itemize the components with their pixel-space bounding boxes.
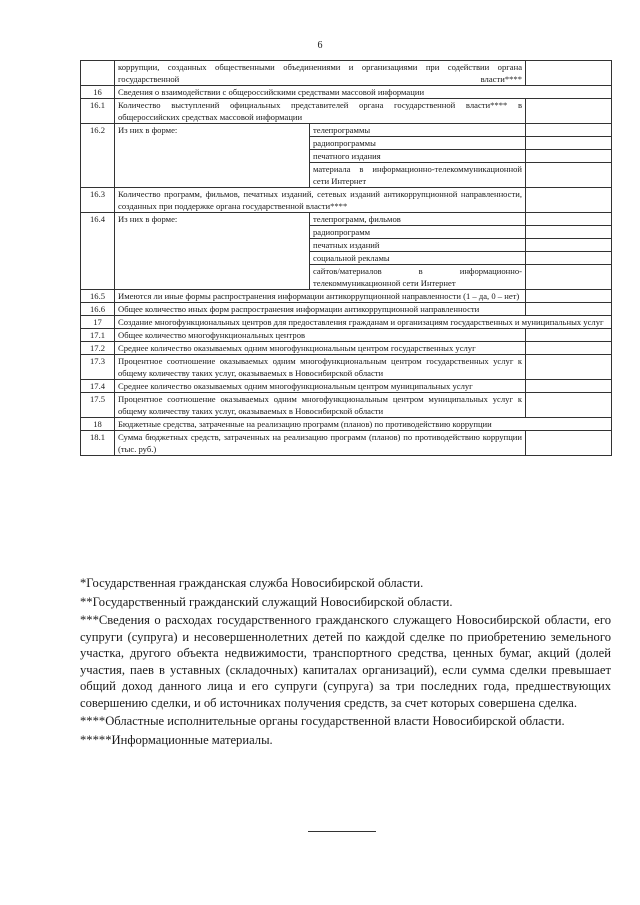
- row-text: Общее количество многофункциональных центров: [115, 329, 526, 342]
- value-cell: [526, 355, 612, 380]
- row-text: коррупции, созданных общественными объединениями и организациями при содействии органа государственной власти****: [115, 61, 526, 86]
- value-cell: [526, 431, 612, 456]
- table-row: [81, 213, 612, 226]
- table-row: [81, 303, 612, 316]
- section-title: Создание многофункциональных центров для предоставления гражданам и организациям государственных и муниципальных услуг: [115, 316, 612, 329]
- table-row: [81, 86, 612, 99]
- table-row: [81, 342, 612, 355]
- value-cell: [526, 252, 612, 265]
- row-number: 18.1: [81, 431, 115, 456]
- value-cell: [526, 265, 612, 290]
- row-number: 16.4: [81, 213, 115, 290]
- table-row: [81, 316, 612, 329]
- row-text: Из них в форме:: [115, 124, 310, 188]
- report-table: [80, 60, 612, 456]
- table-row: [81, 393, 612, 418]
- footnote: **Государственный гражданский служащий Новосибирской области.: [80, 594, 453, 609]
- footnote: *Государственная гражданская служба Новосибирской области.: [80, 576, 424, 590]
- table-row: [81, 380, 612, 393]
- sub-item: печатных изданий: [310, 239, 526, 252]
- row-number: [81, 61, 115, 86]
- table-row: [81, 61, 612, 86]
- row-text: Процентное соотношение оказываемых одним многофункциональным центром муниципальных услуг к общему количеству таких услуг, оказываемых в Новосибирской области: [115, 393, 526, 418]
- row-number: 16.2: [81, 124, 115, 188]
- footnote: ***Сведения о расходах государственного гражданского служащего Новосибирской области, его супруги (супруга) и несовершеннолетних детей по каждой сделке по приобретению земельного участка, другого объекта недвижимости, транспортного средства, ценных бумаг, акций (долей участия, паев в уставных (складочных) капиталах организаций), если сумма сделки превышает общий доход данного лица и его супруги (супруга) за три последних года, предшествующих совершению сделки, и об источниках получения средств, за счет которых совершена сделка.: [80, 613, 611, 710]
- table-row: [81, 329, 612, 342]
- row-number: 18: [81, 418, 115, 431]
- row-number: 16.6: [81, 303, 115, 316]
- row-number: 16.5: [81, 290, 115, 303]
- footnotes: [80, 575, 611, 750]
- row-number: 17: [81, 316, 115, 329]
- row-text: Имеются ли иные формы распространения информации антикоррупционной направленности (1 – да, 0 – нет): [115, 290, 526, 303]
- sub-item: социальной рекламы: [310, 252, 526, 265]
- value-cell: [526, 303, 612, 316]
- row-text: Общее количество иных форм распространения информации антикоррупционной направленности: [115, 303, 526, 316]
- value-cell: [526, 329, 612, 342]
- section-title: Сведения о взаимодействии с общероссийскими средствами массовой информации: [115, 86, 612, 99]
- value-cell: [526, 393, 612, 418]
- sub-item: телепрограмм, фильмов: [310, 213, 526, 226]
- value-cell: [526, 188, 612, 213]
- row-text: Количество выступлений официальных представителей органа государственной власти**** в общероссийских средствах массовой информации: [115, 99, 526, 124]
- table-row: [81, 188, 612, 213]
- value-cell: [526, 137, 612, 150]
- row-number: 17.4: [81, 380, 115, 393]
- table-row: [81, 99, 612, 124]
- table-row: [81, 418, 612, 431]
- sub-item: телепрограммы: [310, 124, 526, 137]
- page-number: 6: [317, 40, 323, 51]
- value-cell: [526, 150, 612, 163]
- section-title: Бюджетные средства, затраченные на реализацию программ (планов) по противодействию коррупции: [115, 418, 612, 431]
- value-cell: [526, 99, 612, 124]
- row-number: 16.1: [81, 99, 115, 124]
- row-number: 16.3: [81, 188, 115, 213]
- row-number: 17.1: [81, 329, 115, 342]
- value-cell: [526, 213, 612, 226]
- closing-divider: [308, 831, 376, 832]
- table-row: [81, 431, 612, 456]
- row-number: 17.3: [81, 355, 115, 380]
- value-cell: [526, 124, 612, 137]
- row-text: Среднее количество оказываемых одним многофункциональным центром муниципальных услуг: [115, 380, 526, 393]
- footnote: ****Областные исполнительные органы государственной власти Новосибирской области.: [80, 714, 565, 728]
- value-cell: [526, 380, 612, 393]
- row-number: 17.2: [81, 342, 115, 355]
- row-text: Сумма бюджетных средств, затраченных на реализацию программ (планов) по противодействию коррупции (тыс. руб.): [115, 431, 526, 456]
- sub-item: сайтов/материалов в информационно-телекоммуникационной сети Интернет: [310, 265, 526, 290]
- row-number: 17.5: [81, 393, 115, 418]
- sub-item: радиопрограммы: [310, 137, 526, 150]
- value-cell: [526, 290, 612, 303]
- sub-item: материала в информационно-телекоммуникационной сети Интернет: [310, 163, 526, 188]
- sub-item: радиопрограмм: [310, 226, 526, 239]
- row-text: Количество программ, фильмов, печатных изданий, сетевых изданий антикоррупционной направленности, созданных при поддержке органа государственной власти****: [115, 188, 526, 213]
- row-text: Процентное соотношение оказываемых одним многофункциональным центром государственных услуг к общему количеству таких услуг, оказываемых в Новосибирской области: [115, 355, 526, 380]
- footnote: *****Информационные материалы.: [80, 732, 273, 747]
- value-cell: [526, 342, 612, 355]
- sub-item: печатного издания: [310, 150, 526, 163]
- table-row: [81, 355, 612, 380]
- value-cell: [526, 163, 612, 188]
- table-row: [81, 290, 612, 303]
- value-cell: [526, 226, 612, 239]
- row-text: Из них в форме:: [115, 213, 310, 290]
- row-text: Среднее количество оказываемых одним многофункциональным центром государственных услуг: [115, 342, 526, 355]
- value-cell: [526, 61, 612, 86]
- value-cell: [526, 239, 612, 252]
- table-row: [81, 124, 612, 137]
- row-number: 16: [81, 86, 115, 99]
